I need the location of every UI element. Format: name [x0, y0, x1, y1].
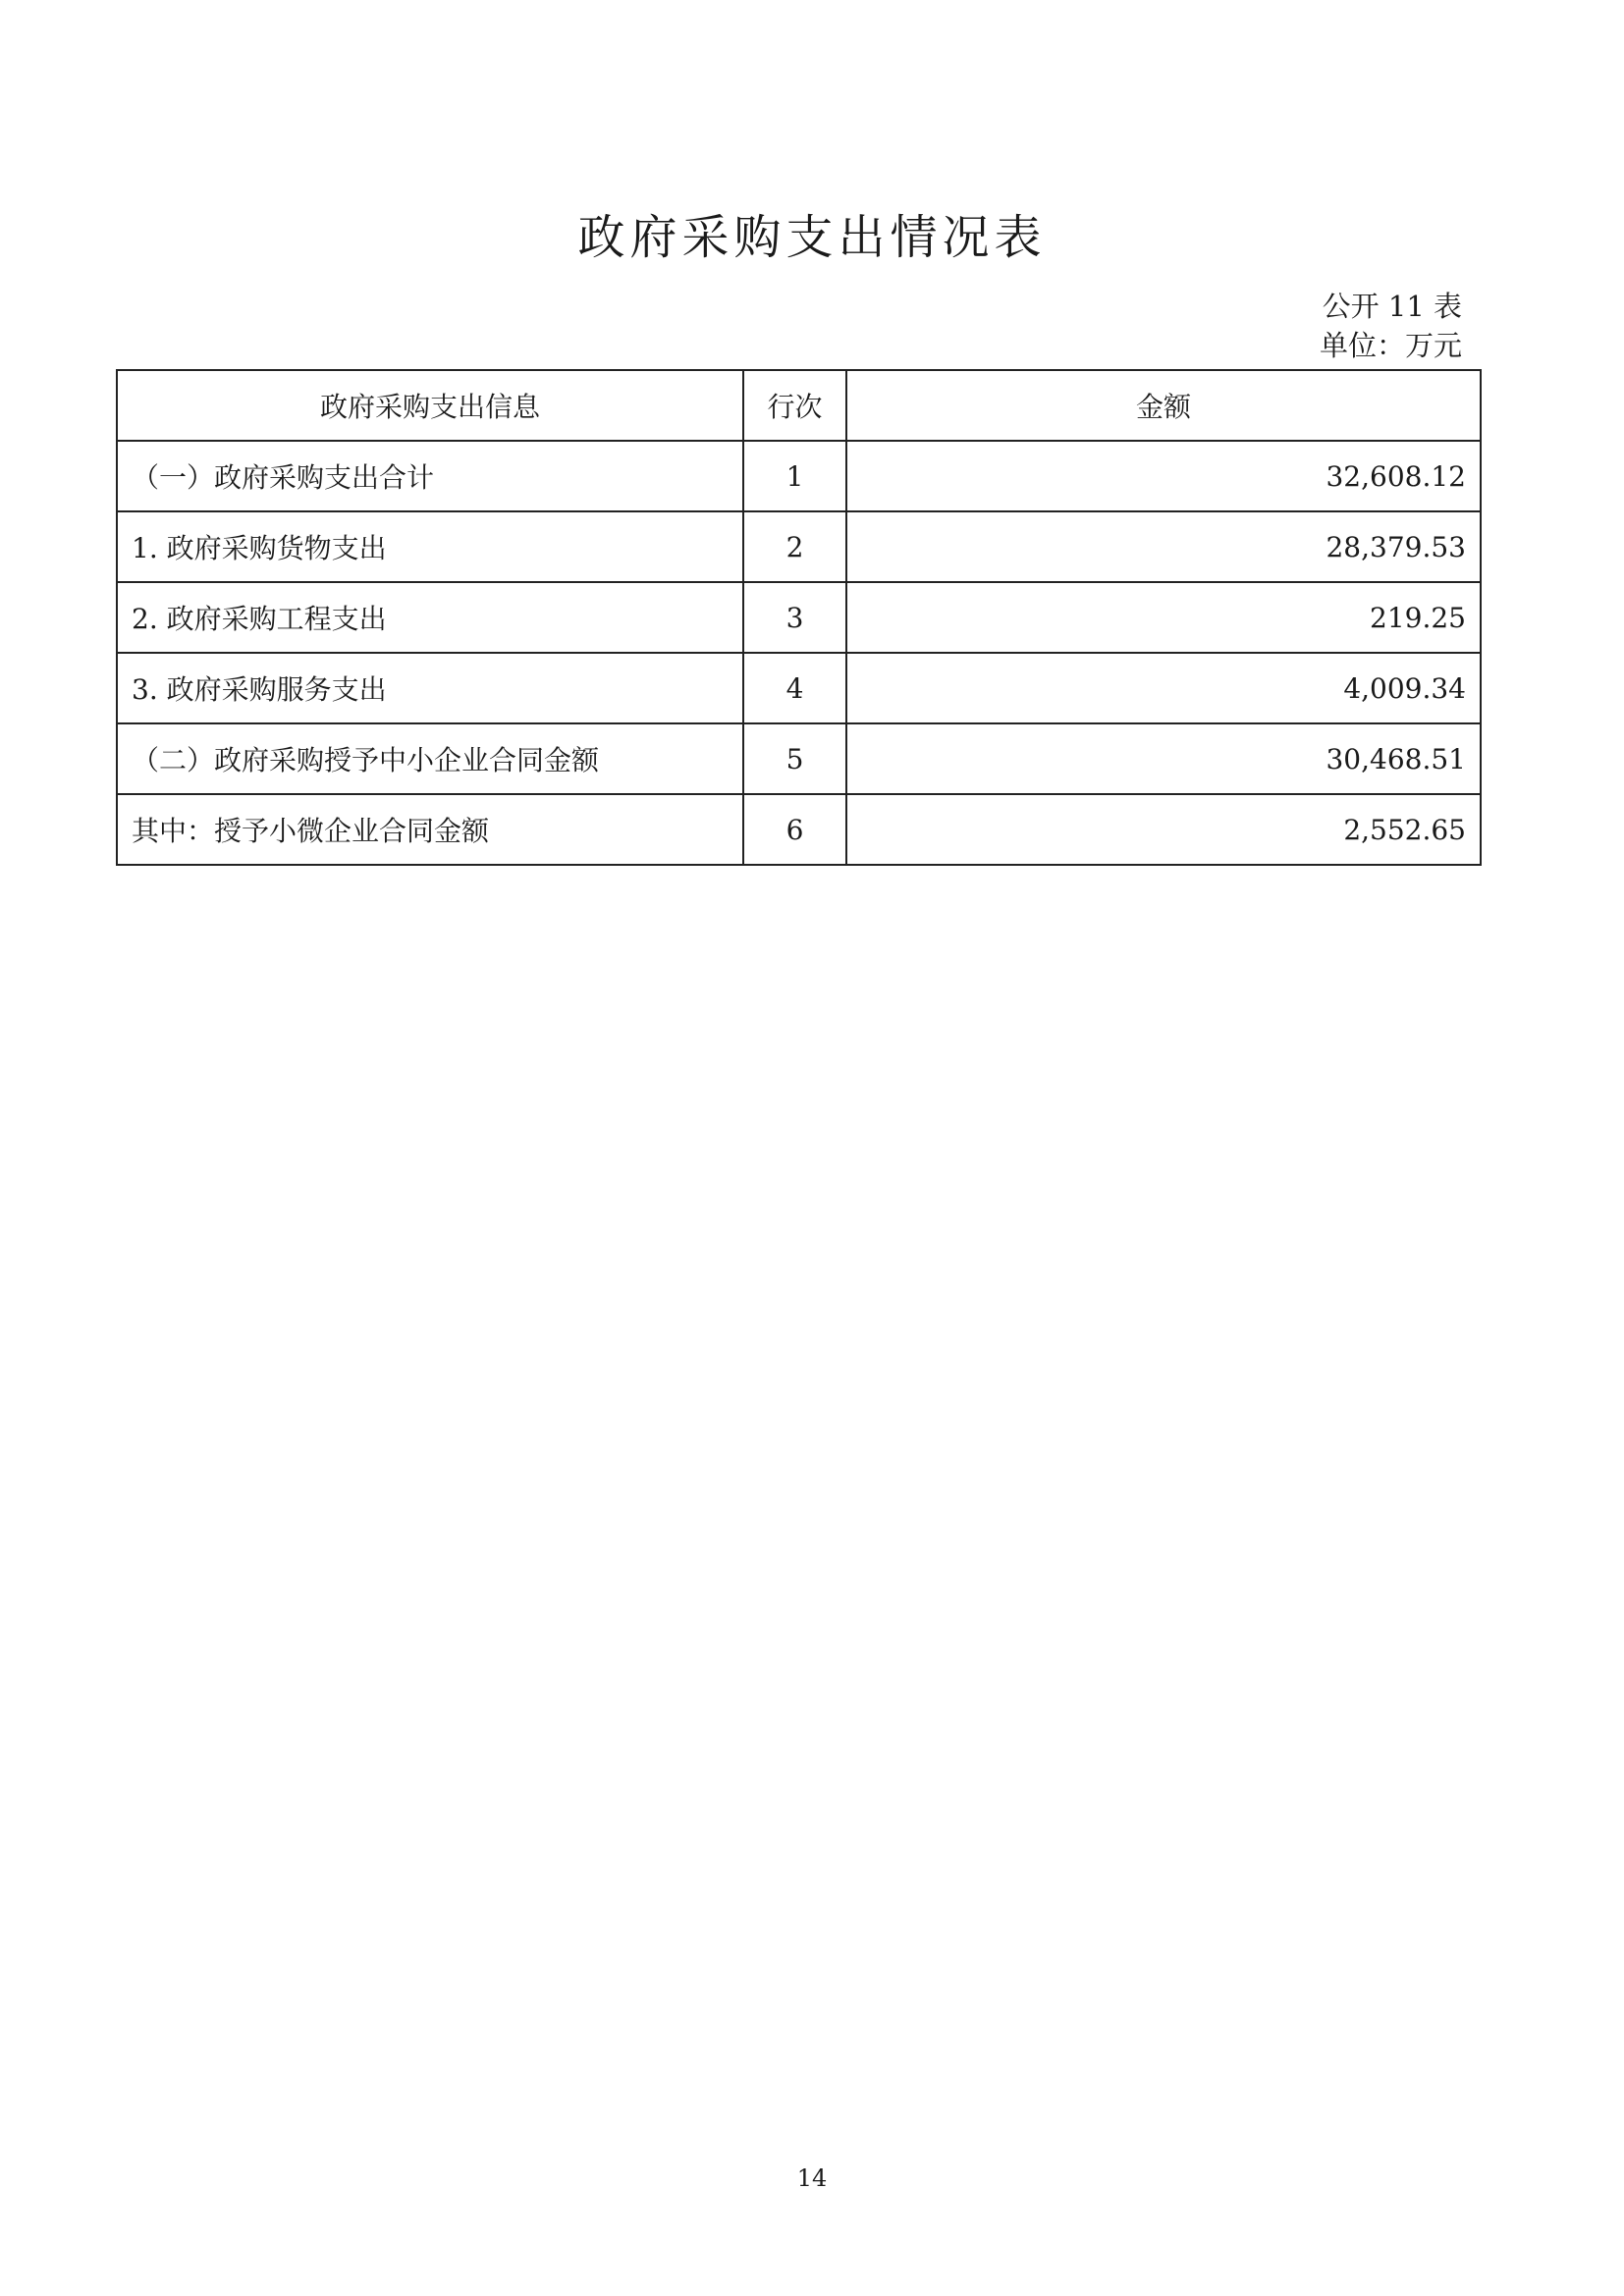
row-info: 2. 政府采购工程支出 — [117, 582, 743, 653]
row-number: 6 — [743, 794, 846, 865]
row-amount: 32,608.12 — [846, 441, 1481, 511]
row-number: 1 — [743, 441, 846, 511]
row-info: （二）政府采购授予中小企业合同金额 — [117, 723, 743, 794]
table-row — [117, 511, 1481, 582]
row-number: 3 — [743, 582, 846, 653]
table-number: 公开 11 表 — [1322, 290, 1462, 323]
row-info: 3. 政府采购服务支出 — [117, 653, 743, 723]
table-row — [117, 582, 1481, 653]
header-info: 政府采购支出信息 — [117, 370, 743, 441]
row-amount: 219.25 — [846, 582, 1481, 653]
row-number: 4 — [743, 653, 846, 723]
row-amount: 4,009.34 — [846, 653, 1481, 723]
row-number: 2 — [743, 511, 846, 582]
row-amount: 28,379.53 — [846, 511, 1481, 582]
row-info: 其中：授予小微企业合同金额 — [117, 794, 743, 865]
row-amount: 2,552.65 — [846, 794, 1481, 865]
table-header-row — [117, 370, 1481, 441]
header-amount: 金额 — [846, 370, 1481, 441]
table-row — [117, 441, 1481, 511]
table-row — [117, 653, 1481, 723]
table-row — [117, 794, 1481, 865]
row-info: （一）政府采购支出合计 — [117, 441, 743, 511]
row-amount: 30,468.51 — [846, 723, 1481, 794]
page-title: 政府采购支出情况表 — [577, 210, 1047, 265]
unit-label: 单位：万元 — [1319, 329, 1462, 362]
row-info: 1. 政府采购货物支出 — [117, 511, 743, 582]
row-number: 5 — [743, 723, 846, 794]
table-row — [117, 723, 1481, 794]
header-row-number: 行次 — [743, 370, 846, 441]
page-number: 14 — [796, 2164, 828, 2192]
procurement-table — [116, 369, 1482, 866]
